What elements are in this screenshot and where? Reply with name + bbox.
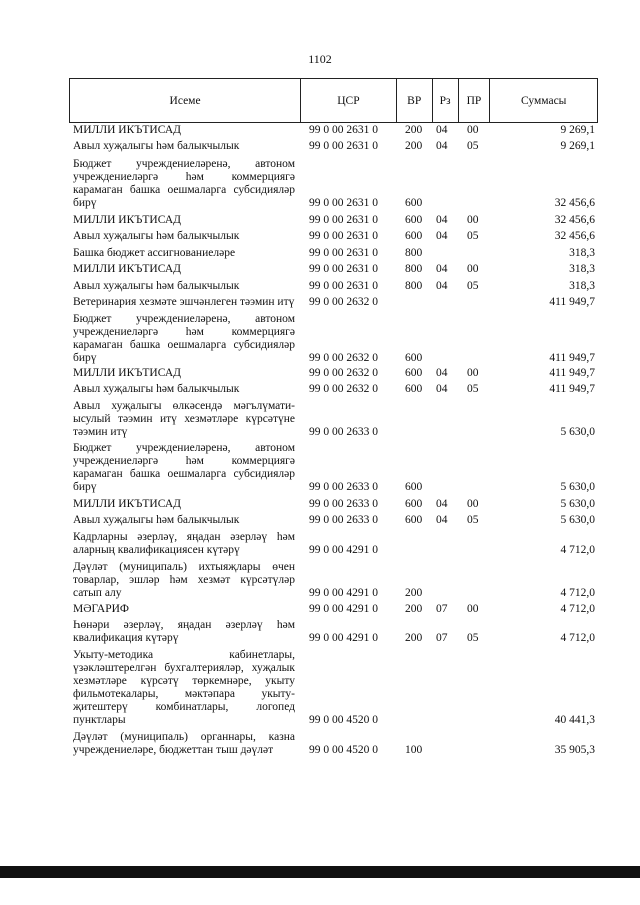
row-sum: 411 949,7 xyxy=(549,296,595,308)
row-rz: 07 xyxy=(436,603,448,615)
row-pr: 00 xyxy=(467,367,479,379)
row-vr: 200 xyxy=(405,140,423,152)
row-sum: 9 269,1 xyxy=(560,140,595,152)
table-row xyxy=(69,442,598,494)
table-row xyxy=(69,498,598,511)
row-pr xyxy=(459,442,491,494)
row-sum: 5 630,0 xyxy=(560,426,595,438)
row-name: МИЛЛИ ИКЪТИСАД xyxy=(73,124,181,136)
row-sum: 5 630,0 xyxy=(560,498,595,510)
row-vr: 100 xyxy=(405,744,423,756)
row-csr: 99 0 00 2632 0 xyxy=(309,352,378,364)
row-name: Башка бюджет ассигнованиеләре xyxy=(73,247,236,259)
row-csr: 99 0 00 2631 0 xyxy=(309,124,378,136)
row-vr: 600 xyxy=(405,367,423,379)
row-csr: 99 0 00 2632 0 xyxy=(309,383,378,395)
row-pr xyxy=(459,313,491,365)
row-csr: 99 0 00 2631 0 xyxy=(309,247,378,259)
row-sum: 411 949,7 xyxy=(549,383,595,395)
row-pr xyxy=(459,158,491,210)
row-name: Дәүләт (муниципаль) ихтыяҗлары өчен товарлар, эшләр һәм хезмәт күрсәтүләр сатып алу xyxy=(73,561,295,599)
row-csr: 99 0 00 2633 0 xyxy=(309,498,378,510)
table-row xyxy=(69,561,598,600)
table-row xyxy=(69,731,598,757)
row-sum: 318,3 xyxy=(569,263,595,275)
row-pr: 00 xyxy=(467,124,479,136)
row-vr: 800 xyxy=(405,280,423,292)
row-rz: 04 xyxy=(436,367,448,379)
row-rz xyxy=(433,649,459,727)
table-row xyxy=(69,514,598,527)
row-vr xyxy=(397,296,433,309)
row-pr xyxy=(459,296,491,309)
row-pr xyxy=(459,531,491,557)
row-pr: 05 xyxy=(467,383,479,395)
row-csr: 99 0 00 2633 0 xyxy=(309,514,378,526)
row-sum: 4 712,0 xyxy=(560,603,595,615)
table-row xyxy=(69,296,598,309)
row-vr: 200 xyxy=(405,603,423,615)
row-pr: 00 xyxy=(467,603,479,615)
row-name: Кадрларны әзерләү, яңадан әзерләү һәм аларның квалификациясен күтәрү xyxy=(73,531,295,556)
table-row xyxy=(69,383,598,396)
row-csr: 99 0 00 2633 0 xyxy=(309,481,378,493)
header-csr: ЦСР xyxy=(301,79,397,122)
table-row xyxy=(69,263,598,276)
row-vr: 600 xyxy=(405,383,423,395)
row-rz: 04 xyxy=(436,514,448,526)
row-vr xyxy=(397,649,433,727)
table-row xyxy=(69,140,598,153)
row-vr xyxy=(397,531,433,557)
table-body xyxy=(69,123,598,757)
row-sum: 40 441,3 xyxy=(554,714,595,726)
row-rz xyxy=(433,247,459,260)
row-name: Авыл хуҗалыгы һәм балыкчылык xyxy=(73,140,240,152)
row-rz: 04 xyxy=(436,124,448,136)
row-csr: 99 0 00 2631 0 xyxy=(309,230,378,242)
row-sum: 4 712,0 xyxy=(560,632,595,644)
row-name: МИЛЛИ ИКЪТИСАД xyxy=(73,263,181,275)
row-name: Авыл хуҗалыгы һәм балыкчылык xyxy=(73,383,240,395)
table-row xyxy=(69,313,598,365)
row-vr: 600 xyxy=(405,514,423,526)
row-sum: 5 630,0 xyxy=(560,514,595,526)
row-sum: 5 630,0 xyxy=(560,481,595,493)
row-name: МИЛЛИ ИКЪТИСАД xyxy=(73,214,181,226)
row-csr: 99 0 00 2632 0 xyxy=(309,367,378,379)
row-pr: 05 xyxy=(467,280,479,292)
row-pr xyxy=(459,247,491,260)
header-rz: Рз xyxy=(433,79,459,122)
row-name: Бюджет учреждениеләренә, автоном учреждениеләргә һәм коммерциягә карамаган башка оешмаларга субсидияләр бирү xyxy=(73,442,295,493)
row-csr: 99 0 00 4520 0 xyxy=(309,744,378,756)
row-sum: 9 269,1 xyxy=(560,124,595,136)
table-row xyxy=(69,280,598,293)
row-vr: 600 xyxy=(405,481,423,493)
row-csr: 99 0 00 2631 0 xyxy=(309,214,378,226)
table-row xyxy=(69,603,598,616)
row-name: Авыл хуҗалыгы һәм балыкчылык xyxy=(73,514,240,526)
row-sum: 411 949,7 xyxy=(549,352,595,364)
row-csr: 99 0 00 4520 0 xyxy=(309,714,378,726)
row-sum: 4 712,0 xyxy=(560,544,595,556)
row-vr: 800 xyxy=(405,247,423,259)
row-name: Һөнәри әзерләү, яңадан әзерләү һәм квалификация күтәрү xyxy=(73,619,295,644)
budget-table xyxy=(69,78,598,760)
scan-bottom-bar xyxy=(0,866,640,878)
row-pr: 05 xyxy=(467,230,479,242)
row-pr xyxy=(459,400,491,439)
row-name: Авыл хуҗалыгы өлкәсендә мәгълүмати-ысулый тәэмин итү хезмәтләре күрсәтүне тәэмин итү xyxy=(73,400,295,438)
row-pr: 05 xyxy=(467,140,479,152)
row-vr xyxy=(397,400,433,439)
row-rz xyxy=(433,731,459,757)
row-csr: 99 0 00 4291 0 xyxy=(309,632,378,644)
table-row xyxy=(69,619,598,645)
row-rz: 04 xyxy=(436,230,448,242)
row-rz xyxy=(433,442,459,494)
row-name: МИЛЛИ ИКЪТИСАД xyxy=(73,367,181,379)
table-row xyxy=(69,649,598,727)
row-vr: 600 xyxy=(405,352,423,364)
table-header xyxy=(69,78,598,123)
row-pr: 00 xyxy=(467,214,479,226)
row-rz xyxy=(433,561,459,600)
row-name: Авыл хуҗалыгы һәм балыкчылык xyxy=(73,230,240,242)
table-row xyxy=(69,247,598,260)
row-name: Укыту-методика кабинетлары, үзәкләштерелгән бухгалтерияләр, хуҗалык хезмәтләре күрсәтү төркемнәре, укыту фильмотекалары, мәктәпара укыту-җитештерү комбинатлары, логопед пунктлары xyxy=(73,649,295,726)
row-vr: 800 xyxy=(405,263,423,275)
row-rz xyxy=(433,158,459,210)
row-rz: 04 xyxy=(436,263,448,275)
table-row xyxy=(69,531,598,557)
table-row xyxy=(69,214,598,227)
row-csr: 99 0 00 2631 0 xyxy=(309,263,378,275)
row-csr: 99 0 00 4291 0 xyxy=(309,587,378,599)
row-rz: 04 xyxy=(436,280,448,292)
row-rz: 04 xyxy=(436,498,448,510)
row-pr: 05 xyxy=(467,632,479,644)
row-rz xyxy=(433,531,459,557)
row-vr: 600 xyxy=(405,498,423,510)
header-name: Исеме xyxy=(70,79,301,122)
row-csr: 99 0 00 2631 0 xyxy=(309,197,378,209)
row-sum: 32 456,6 xyxy=(554,230,595,242)
row-rz: 04 xyxy=(436,214,448,226)
header-vr: ВР xyxy=(397,79,433,122)
table-row xyxy=(69,230,598,243)
table-row xyxy=(69,124,598,137)
row-csr: 99 0 00 4291 0 xyxy=(309,544,378,556)
row-pr: 05 xyxy=(467,514,479,526)
row-vr: 600 xyxy=(405,197,423,209)
row-sum: 32 456,6 xyxy=(554,197,595,209)
row-csr: 99 0 00 2631 0 xyxy=(309,140,378,152)
row-rz xyxy=(433,296,459,309)
row-rz: 04 xyxy=(436,140,448,152)
row-sum: 411 949,7 xyxy=(549,367,595,379)
row-name: Бюджет учреждениеләренә, автоном учреждениеләргә һәм коммерциягә карамаган башка оешмаларга субсидияләр бирү xyxy=(73,158,295,209)
row-csr: 99 0 00 4291 0 xyxy=(309,603,378,615)
row-name: МӘГАРИФ xyxy=(73,603,130,615)
row-name: Ветеринария хезмәте эшчәнлеген тәэмин итү xyxy=(73,296,295,308)
row-rz: 07 xyxy=(436,632,448,644)
header-pr: ПР xyxy=(459,79,491,122)
header-sum: Суммасы xyxy=(521,94,567,107)
row-csr: 99 0 00 2633 0 xyxy=(309,426,378,438)
row-pr: 00 xyxy=(467,498,479,510)
row-name: Дәүләт (муниципаль) органнары, казна учреждениеләре, бюджеттан тыш дәүләт xyxy=(73,731,295,756)
row-vr: 200 xyxy=(405,632,423,644)
row-sum: 35 905,3 xyxy=(554,744,595,756)
row-csr: 99 0 00 2631 0 xyxy=(309,280,378,292)
row-rz xyxy=(433,313,459,365)
table-row xyxy=(69,367,598,380)
page-number: 1102 xyxy=(308,52,332,66)
table-row xyxy=(69,400,598,439)
row-sum: 32 456,6 xyxy=(554,214,595,226)
row-rz xyxy=(433,400,459,439)
row-sum: 318,3 xyxy=(569,280,595,292)
row-name: Авыл хуҗалыгы һәм балыкчылык xyxy=(73,280,240,292)
row-pr xyxy=(459,561,491,600)
row-vr: 200 xyxy=(405,124,423,136)
row-sum: 318,3 xyxy=(569,247,595,259)
row-pr xyxy=(459,649,491,727)
row-vr: 600 xyxy=(405,214,423,226)
row-csr: 99 0 00 2632 0 xyxy=(309,296,378,308)
row-pr: 00 xyxy=(467,263,479,275)
row-sum: 4 712,0 xyxy=(560,587,595,599)
row-vr: 200 xyxy=(405,587,423,599)
row-name: МИЛЛИ ИКЪТИСАД xyxy=(73,498,181,510)
row-name: Бюджет учреждениеләренә, автоном учреждениеләргә һәм коммерциягә карамаган башка оешмаларга субсидияләр бирү xyxy=(73,313,295,364)
row-vr: 600 xyxy=(405,230,423,242)
table-row xyxy=(69,158,598,210)
row-pr xyxy=(459,731,491,757)
row-rz: 04 xyxy=(436,383,448,395)
